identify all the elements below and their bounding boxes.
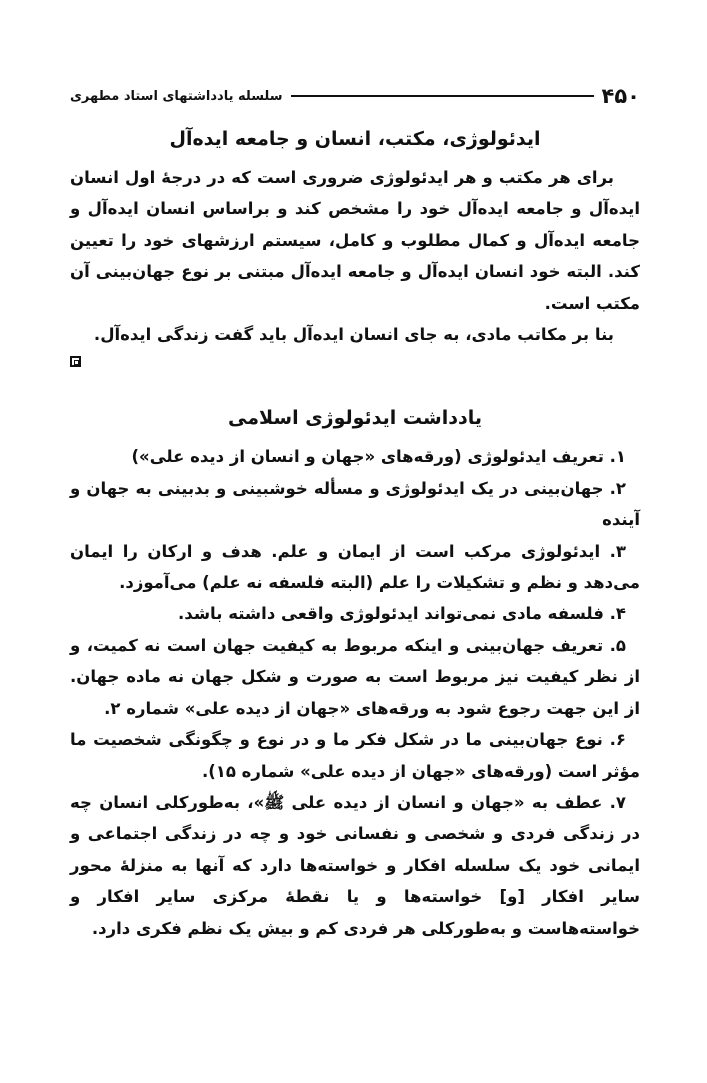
page-number: ۴۵۰ [601, 84, 640, 108]
section-gap [70, 367, 640, 403]
list-item: ۷. عطف به «جهان و انسان از دیده علی ﷺ»، به‌طورکلی انسان چه در زندگی فردی و شخصی و نفسانی خود و چه در زندگی اجتماعی و ایمانی خود یک سلسله افکار و خواسته‌ها دارد که آنها به منزلهٔ محور سایر افکار [و] خواسته‌ها و یا نقطهٔ مرکزی سایر افکار و خواسته‌هاست و به‌طورکلی هر فردی کم و بیش یک نظم فکری دارد. [70, 792, 640, 938]
running-header [70, 82, 640, 110]
header-rule [291, 95, 594, 97]
list-item: ۲. جهان‌بینی در یک ایدئولوژی و مسأله خوشبینی و بدبینی به جهان و آینده [70, 478, 640, 530]
section-heading: ایدئولوژی، مکتب، انسان و جامعه ایده‌آل [169, 128, 541, 150]
section-ideal-society [70, 124, 640, 367]
section-heading: یادداشت ایدئولوژی اسلامی [228, 407, 482, 430]
section-end-icon [70, 356, 81, 367]
series-title: سلسله یادداشتهای استاد مطهری [70, 88, 283, 104]
list-item: ۱. تعریف ایدئولوژی (ورقه‌های «جهان و انسان از دیده علی») [131, 447, 626, 467]
section-islamic-ideology [70, 403, 640, 944]
list-item: ۳. ایدئولوژی مرکب است از ایمان و علم. هدف و ارکان را ایمان می‌دهد و نظم و تشکیلات را علم (البته فلسفه نه علم) می‌آموزد. [70, 541, 640, 593]
list-item: ۴. فلسفه مادی نمی‌تواند ایدئولوژی واقعی داشته باشد. [178, 604, 626, 624]
book-page [70, 82, 640, 944]
list-item: ۵. تعریف جهان‌بینی و اینکه مربوط به کیفیت جهان است نه کمیت، و از نظر کیفیت نیز مربوط است به صورت و شکل جهان نه ماده جهان. از این جهت رجوع شود به ورقه‌های «جهان از دیده علی» شماره ۲. [70, 635, 640, 718]
paragraph: برای هر مکتب و هر ایدئولوژی ضروری است که در درجهٔ اول انسان ایده‌آل و جامعه ایده‌آل خود را مشخص کند و براساس انسان ایده‌آل و جامعه ایده‌آل و کمال مطلوب و کامل، سیستم ارزشهای خود را تعیین کند. البته خود انسان ایده‌آل و جامعه ایده‌آل مبتنی بر نوع جهان‌بینی آن مکتب است. [70, 168, 640, 313]
list-item: ۶. نوع جهان‌بینی ما در شکل فکر ما و در نوع و چگونگی شخصیت ما مؤثر است (ورقه‌های «جهان از دیده علی» شماره ۱۵). [70, 730, 640, 781]
paragraph: بنا بر مکاتب مادی، به جای انسان ایده‌آل باید گفت زندگی ایده‌آل. [93, 325, 614, 345]
